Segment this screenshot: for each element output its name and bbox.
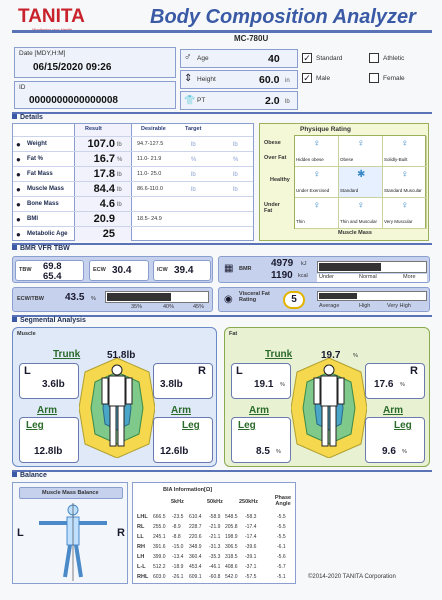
- bia-cell: 198.9: [225, 534, 238, 540]
- physique-cell: [295, 136, 339, 167]
- bmr-kj: 4979: [271, 258, 294, 269]
- bia-cell: 610.4: [189, 514, 202, 520]
- fat-l-leg-value: 8.5: [256, 446, 270, 457]
- detail-value: 107.0: [87, 138, 115, 150]
- bia-cell: -60.8: [209, 574, 221, 580]
- vf-value: 5: [283, 291, 305, 309]
- ecwtbw-label: ECW/TBW: [17, 296, 44, 302]
- fat-l-arm-unit: %: [280, 382, 285, 388]
- bia-seg: LH: [137, 554, 145, 560]
- bia-cell: 228.7: [189, 524, 202, 530]
- pt-box: [180, 91, 298, 110]
- bmr-scale-normal: Normal: [359, 274, 377, 280]
- bia-cell: 408.6: [225, 564, 238, 570]
- male-checkbox: ✓: [303, 73, 311, 83]
- detail-value: 4.6: [99, 198, 115, 210]
- vf-scale-veryhigh: Very High: [387, 303, 411, 309]
- bmr-panel: [218, 256, 430, 283]
- muscle-left-leg-box: [19, 417, 79, 463]
- bia-row: [137, 573, 295, 583]
- bia-seg: RH: [137, 544, 145, 550]
- standard-label: Standard: [316, 55, 343, 62]
- fat-body-icon: [313, 364, 345, 450]
- bia-col-50khz: 50kHz: [207, 499, 223, 505]
- detail-unit: %: [117, 157, 123, 163]
- detail-row: [13, 136, 253, 151]
- bmr-scale-more: More: [403, 274, 416, 280]
- bmr-scale-under: Under: [319, 274, 334, 280]
- detail-label: Fat %: [27, 156, 44, 162]
- detail-row: [13, 166, 253, 181]
- ecw-value: 30.4: [112, 265, 132, 276]
- standard-checkbox: ✓: [303, 53, 311, 63]
- bia-cell: -26.1: [172, 574, 184, 580]
- physique-cell-label: Under Exercised: [296, 188, 330, 193]
- height-box: [180, 70, 298, 89]
- detail-target-unit: lb: [233, 187, 238, 193]
- pt-value: 2.0: [265, 95, 280, 107]
- physique-cell-label: Solidly-Built: [384, 157, 408, 162]
- figure-icon: ♀: [313, 200, 321, 211]
- detail-value: 20.9: [93, 213, 115, 225]
- details-table: [12, 123, 254, 241]
- bmr-rule: [12, 243, 432, 245]
- balance-rule: [12, 470, 432, 472]
- bia-cell: 666.5: [153, 514, 166, 520]
- muscle-panel: [12, 327, 217, 467]
- detail-value: 16.7: [93, 153, 115, 165]
- fat-r-leg-value: 9.6: [382, 446, 396, 457]
- details-rule: [12, 112, 432, 114]
- ecwtbw-panel: [12, 287, 213, 312]
- female-checkbox: [369, 73, 379, 83]
- clothes-icon: 👕: [184, 95, 196, 105]
- id-value: 0000000000000008: [29, 95, 118, 106]
- detail-row: [13, 211, 253, 226]
- physique-grid: [294, 135, 426, 229]
- figure-icon: ♀: [357, 138, 365, 149]
- detail-target-unit: %: [233, 157, 239, 163]
- detail-desirable: 94.7-127.5: [137, 141, 164, 147]
- bmr-scale: [317, 274, 427, 282]
- bia-row: [137, 563, 295, 573]
- bia-row: [137, 533, 295, 543]
- female-label: Female: [383, 75, 405, 82]
- detail-desirable: 86.6-110.0: [137, 186, 163, 192]
- mmb-header: [19, 487, 123, 499]
- physique-x-label: Muscle Mass: [338, 230, 372, 236]
- detail-icon: ●: [16, 230, 21, 239]
- bia-cell: -5.6: [277, 554, 286, 560]
- fat-r-arm-unit: %: [400, 382, 405, 388]
- bmr-kcal-unit: kcal: [298, 273, 308, 279]
- bia-cell: -17.4: [245, 524, 257, 530]
- bia-cell: -5.7: [277, 564, 286, 570]
- tbw-label: TBW: [19, 267, 32, 273]
- vf-scale-average: Average: [319, 303, 340, 309]
- ecwtbw-tick-35: 35%: [131, 304, 143, 310]
- bia-cell: -5.5: [277, 534, 286, 540]
- icw-value: 39.4: [174, 265, 194, 276]
- figure-icon: ♀: [313, 169, 321, 180]
- bia-cell: 360.4: [189, 554, 202, 560]
- ecwtbw-bar: [105, 291, 209, 303]
- vf-label: Visceral Fat Rating: [239, 291, 270, 303]
- detail-icon: ●: [16, 185, 21, 194]
- muscle-leg-label-right: Leg: [182, 420, 200, 431]
- detail-desirable: 11.0- 21.9: [137, 156, 162, 162]
- col-target: Target: [185, 126, 202, 132]
- detail-row: [13, 181, 253, 196]
- detail-unit: lb: [117, 202, 122, 208]
- bia-seg: RL: [137, 524, 145, 530]
- balance-r-label: R: [117, 527, 125, 539]
- fat-r-arm-value: 17.6: [374, 379, 394, 390]
- vf-bar: [317, 291, 427, 301]
- detail-unit: lb: [117, 187, 122, 193]
- brand-logo: TANITA: [18, 6, 85, 27]
- detail-target-unit: lb: [233, 172, 238, 178]
- ecwtbw-tick-45: 45%: [193, 304, 205, 310]
- detail-value: 84.4: [93, 183, 115, 195]
- bia-cell: 609.1: [189, 574, 202, 580]
- detail-row: [13, 196, 253, 211]
- bia-cell: -35.3: [209, 554, 221, 560]
- detail-desirable-unit: %: [191, 157, 197, 163]
- physique-y-underfat: Under Fat: [264, 202, 280, 214]
- fat-r-label: R: [410, 365, 418, 377]
- bia-cell: -57.5: [245, 574, 257, 580]
- fat-left-arm-box: [231, 363, 291, 399]
- icw-label: ICW: [157, 267, 168, 273]
- pt-label: PT: [197, 97, 206, 104]
- detail-label: Weight: [27, 141, 47, 147]
- bia-cell: -17.4: [245, 534, 257, 540]
- ecw-box: [89, 260, 149, 281]
- bia-cell: -5.1: [277, 574, 286, 580]
- bia-seg: LHL: [137, 514, 148, 520]
- physique-cell-label: Thin: [296, 219, 305, 224]
- physique-cell: [383, 198, 427, 229]
- ecwtbw-tick-40: 40%: [163, 304, 175, 310]
- muscle-arm-label-right: Arm: [171, 405, 192, 416]
- physique-panel: [259, 123, 429, 241]
- ecwtbw-unit: %: [91, 296, 96, 302]
- bia-cell: -23.5: [172, 514, 184, 520]
- bia-col-250khz: 250kHz: [239, 499, 258, 505]
- detail-icon: ●: [16, 215, 21, 224]
- bia-cell: 453.4: [189, 564, 202, 570]
- physique-cell: [339, 167, 383, 198]
- bmr-kj-unit: kJ: [301, 261, 307, 267]
- height-unit: in: [285, 78, 290, 84]
- detail-label: Fat Mass: [27, 171, 53, 177]
- balance-body-icon: [33, 503, 113, 581]
- figure-icon: ♀: [357, 200, 365, 211]
- bia-cell: 220.6: [189, 534, 202, 540]
- detail-desirable-unit: lb: [191, 142, 196, 148]
- icw-box: [153, 260, 211, 281]
- age-value: 40: [268, 53, 280, 65]
- col-desirable: Desirable: [141, 126, 166, 132]
- height-value: 60.0: [259, 74, 280, 86]
- detail-label: Muscle Mass: [27, 186, 65, 192]
- bia-seg: LL: [137, 534, 144, 540]
- organ-icon: ◉: [224, 294, 233, 305]
- bia-seg: L-L: [137, 564, 146, 570]
- bia-seg: RHL: [137, 574, 149, 580]
- fat-right-leg-box: [365, 417, 425, 463]
- col-result: Result: [85, 126, 102, 132]
- model-number: MC-780U: [234, 34, 269, 43]
- physique-y-obese: Obese: [264, 140, 281, 146]
- detail-desirable: 18.5- 24.9: [137, 216, 162, 222]
- bia-cell: -39.1: [245, 554, 257, 560]
- detail-icon: ●: [16, 140, 21, 149]
- bia-cell: -8.8: [172, 534, 181, 540]
- physique-cell: [295, 198, 339, 229]
- fat-leg-label-left: Leg: [238, 420, 256, 431]
- athletic-label: Athletic: [383, 55, 405, 62]
- detail-desirable-unit: lb: [191, 187, 196, 193]
- fat-l-label: L: [236, 365, 243, 377]
- bia-cell: 603.0: [153, 574, 166, 580]
- bia-cell: 399.0: [153, 554, 166, 560]
- bia-cell: 318.5: [225, 554, 238, 560]
- pt-unit: lb: [285, 99, 290, 105]
- muscle-r-arm-value: 3.8lb: [160, 379, 183, 390]
- physique-cell-label: Very Muscular: [384, 219, 413, 224]
- fat-arm-label-left: Arm: [249, 405, 270, 416]
- detail-label: Metabolic Age: [27, 231, 68, 237]
- bia-cell: 548.5: [225, 514, 238, 520]
- date-box: [14, 47, 176, 78]
- figure-icon: ♀: [401, 169, 409, 180]
- bia-row: [137, 523, 295, 533]
- muscle-l-leg-value: 12.8lb: [34, 446, 63, 457]
- bia-row: [137, 513, 295, 523]
- fat-r-leg-unit: %: [402, 449, 407, 455]
- bia-cell: -21.1: [209, 534, 221, 540]
- balance-l-label: L: [17, 527, 24, 539]
- age-box: [180, 49, 298, 68]
- bia-cell: 512.2: [153, 564, 166, 570]
- page-title: Body Composition Analyzer: [150, 6, 416, 28]
- id-label: ID: [19, 84, 26, 91]
- physique-cell-label: Obese: [340, 157, 354, 162]
- bia-panel: [132, 482, 296, 584]
- detail-unit: lb: [117, 142, 122, 148]
- ecw-label: ECW: [93, 267, 106, 273]
- bia-title: BIA Information[Ω]: [163, 487, 213, 493]
- detail-row: [13, 151, 253, 166]
- bmr-kcal: 1190: [271, 270, 293, 281]
- bia-cell: -6.1: [277, 544, 286, 550]
- bia-cell: -15.0: [172, 544, 184, 550]
- bia-cell: -13.4: [172, 554, 184, 560]
- mmb-panel: [12, 482, 128, 584]
- fat-panel: [224, 327, 430, 467]
- physique-cell: [295, 167, 339, 198]
- athletic-checkbox: [369, 53, 379, 63]
- detail-icon: ●: [16, 170, 21, 179]
- bia-cell: -18.9: [172, 564, 184, 570]
- bia-cell: -46.1: [209, 564, 221, 570]
- tbw-box: [15, 260, 84, 281]
- muscle-trunk-label: Trunk: [53, 349, 81, 360]
- ecwtbw-value: 43.5: [65, 292, 85, 303]
- detail-value: 25: [102, 228, 115, 240]
- figure-icon: ♀: [401, 138, 409, 149]
- bia-cell: -21.9: [209, 524, 221, 530]
- bia-row: [137, 543, 295, 553]
- fat-l-leg-unit: %: [276, 449, 281, 455]
- fat-right-arm-box: [365, 363, 425, 399]
- fat-left-leg-box: [231, 417, 291, 463]
- physique-cell: [339, 198, 383, 229]
- muscle-r-label: R: [198, 365, 206, 377]
- bia-cell: -5.5: [277, 514, 286, 520]
- height-icon: ⇕: [184, 73, 193, 84]
- physique-cell-label: Hidden obese: [296, 157, 324, 162]
- detail-label: BMI: [27, 216, 38, 222]
- fat-trunk-unit: %: [353, 353, 358, 359]
- header-rule: [12, 30, 432, 33]
- bia-row: [137, 553, 295, 563]
- muscle-right-leg-box: [153, 417, 213, 463]
- physique-cell: [383, 136, 427, 167]
- bia-cell: 255.0: [153, 524, 166, 530]
- visceral-panel: [218, 287, 430, 312]
- date-value: 06/15/2020 09:26: [33, 62, 112, 73]
- date-label: Date [MDY,H:M]: [19, 50, 66, 57]
- detail-unit: lb: [117, 172, 122, 178]
- bia-cell: 391.6: [153, 544, 166, 550]
- male-label: Male: [316, 75, 331, 82]
- bia-cell: -5.5: [277, 524, 286, 530]
- bia-col-phase: Phase Angle: [274, 495, 292, 507]
- bia-col-5khz: 5kHz: [171, 499, 184, 505]
- bmr-label: BMR: [239, 266, 252, 272]
- fat-l-arm-value: 19.1: [254, 379, 274, 390]
- bmr-bar: [317, 261, 427, 273]
- fat-arm-label-right: Arm: [383, 405, 404, 416]
- muscle-arm-label-left: Arm: [37, 405, 58, 416]
- balance-heading: Balance: [12, 472, 47, 479]
- age-label: Age: [197, 55, 209, 62]
- bia-cell: -58.9: [209, 514, 221, 520]
- figure-icon: ✱: [357, 169, 366, 180]
- id-box: [14, 81, 176, 109]
- physique-cell: [383, 167, 427, 198]
- bia-cell: -58.3: [245, 514, 257, 520]
- physique-y-healthy: Healthy: [270, 177, 290, 183]
- detail-target-unit: lb: [233, 142, 238, 148]
- muscle-leg-label-left: Leg: [26, 420, 44, 431]
- detail-label: Bone Mass: [27, 201, 59, 207]
- physique-cell-label: Standard: [340, 188, 359, 193]
- bia-cell: -31.3: [209, 544, 221, 550]
- bmr-heading: BMR VFR TBW: [12, 245, 70, 252]
- detail-desirable: 11.0- 25.0: [137, 171, 162, 177]
- detail-icon: ●: [16, 155, 21, 164]
- mmb-title: Muscle Mass Balance: [42, 490, 99, 496]
- bmr-bar-fill: [319, 263, 381, 271]
- detail-row: [13, 226, 253, 241]
- physique-title: Physique Rating: [300, 126, 351, 133]
- fat-trunk-label: Trunk: [265, 349, 293, 360]
- tbw-panel: [12, 256, 213, 283]
- muscle-l-arm-value: 3.6lb: [42, 379, 65, 390]
- muscle-left-arm-box: [19, 363, 79, 399]
- muscle-l-label: L: [24, 365, 31, 377]
- vf-scale-high: High: [359, 303, 371, 309]
- bia-cell: 306.5: [225, 544, 238, 550]
- fat-leg-label-right: Leg: [394, 420, 412, 431]
- fat-trunk-value: 19.7: [321, 350, 341, 361]
- bia-cell: 205.8: [225, 524, 238, 530]
- physique-y-overfat: Over Fat: [264, 155, 287, 161]
- ecwtbw-bar-fill: [107, 293, 171, 301]
- height-label: Height: [197, 76, 216, 83]
- muscle-r-leg-value: 12.6lb: [160, 446, 189, 457]
- physique-cell-label: Standard Muscular: [384, 188, 422, 193]
- physique-cell: [339, 136, 383, 167]
- bia-cell: 542.0: [225, 574, 238, 580]
- muscle-trunk-value: 51.8lb: [107, 350, 136, 361]
- detail-value: 17.8: [93, 168, 115, 180]
- fire-icon: ▦: [224, 263, 234, 274]
- segmental-heading: Segmental Analysis: [12, 317, 86, 324]
- bia-cell: -8.9: [172, 524, 181, 530]
- person-icon: ♂: [184, 52, 192, 63]
- figure-icon: ♀: [313, 138, 321, 149]
- detail-desirable-unit: lb: [191, 172, 196, 178]
- bia-cell: 348.9: [189, 544, 202, 550]
- details-heading: Details: [12, 114, 43, 121]
- fat-title: Fat: [229, 331, 238, 337]
- detail-icon: ●: [16, 200, 21, 209]
- tbw-lb: 69.8: [43, 261, 62, 272]
- vf-bar-fill: [319, 293, 357, 299]
- figure-icon: ♀: [401, 200, 409, 211]
- tbw-pct: 65.4: [43, 271, 62, 282]
- physique-cell-label: Thin and Muscular: [340, 219, 378, 224]
- bia-cell: -39.6: [245, 544, 257, 550]
- muscle-body-icon: [101, 364, 133, 450]
- muscle-right-arm-box: [153, 363, 213, 399]
- bia-cell: 245.1: [153, 534, 166, 540]
- bia-cell: -37.1: [245, 564, 257, 570]
- muscle-title: Muscle: [17, 331, 36, 337]
- copyright: ©2014-2020 TANITA Corporation: [308, 574, 396, 580]
